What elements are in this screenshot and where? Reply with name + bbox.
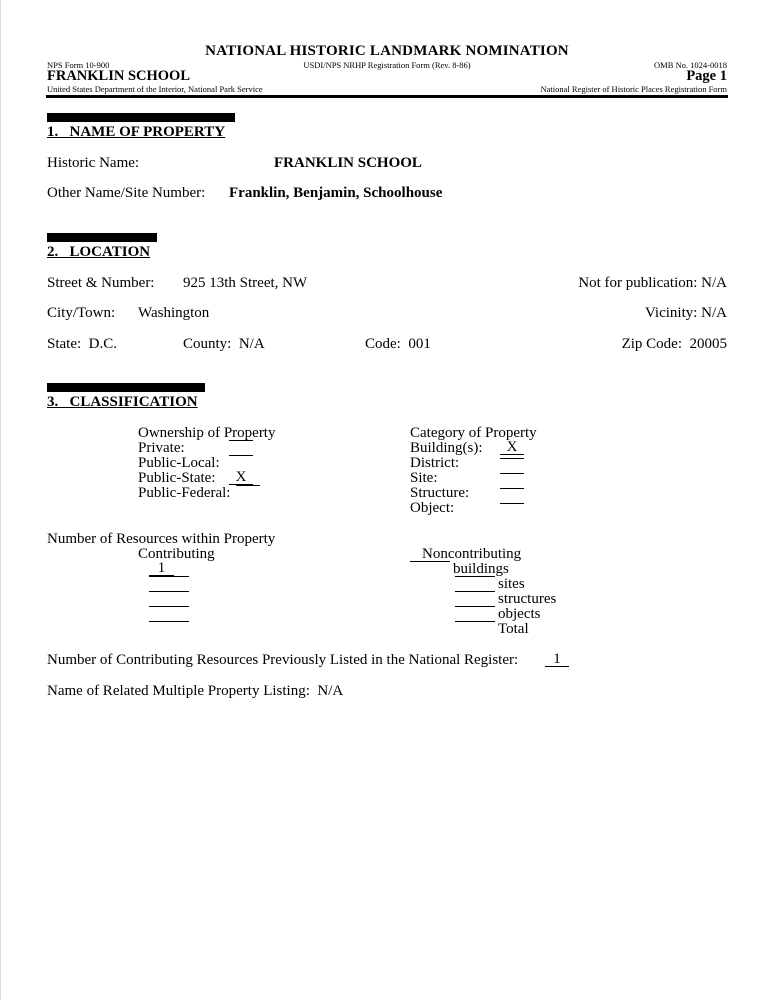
- category-object-label: Object:: [410, 500, 455, 516]
- previously-listed-value: 1: [545, 652, 569, 667]
- contributing-sites: [149, 576, 189, 577]
- category-heading: Category of Property: [410, 425, 537, 441]
- section3-bar: [47, 383, 205, 392]
- category-site-label: Site:: [410, 470, 438, 486]
- category-object-mark: [500, 503, 524, 504]
- resource-type-buildings: buildings: [453, 561, 509, 577]
- contributing-buildings: 1: [149, 561, 174, 576]
- form-title: NATIONAL HISTORIC LANDMARK NOMINATION: [205, 43, 569, 59]
- ownership-state-label: Public-State:: [138, 470, 216, 486]
- vicinity: Vicinity: N/A: [644, 305, 727, 321]
- contributing-objects: [149, 606, 189, 607]
- category-site-mark: [500, 473, 524, 474]
- ownership-state-mark: X: [229, 470, 253, 485]
- ownership-federal-label: Public-Federal:: [138, 485, 231, 501]
- resources-heading: Number of Resources within Property: [47, 531, 276, 547]
- noncontributing-structures-blank: [455, 591, 495, 592]
- city-label: City/Town:: [47, 305, 116, 321]
- category-building-mark: X: [500, 440, 524, 455]
- section3-title: 3. CLASSIFICATION: [47, 394, 198, 410]
- category-building-label: Building(s):: [410, 440, 483, 456]
- contributing-structures: [149, 591, 189, 592]
- category-district-mark: [500, 458, 524, 459]
- noncontributing-objects-blank: [455, 606, 495, 607]
- resource-type-objects: objects: [498, 606, 541, 622]
- ownership-private-label: Private:: [138, 440, 185, 456]
- street-label: Street & Number:: [47, 275, 155, 291]
- section2-bar: [47, 233, 157, 242]
- resource-type-sites: sites: [498, 576, 525, 592]
- noncontributing-buildings-blank: [410, 561, 450, 562]
- city-value: Washington: [138, 305, 210, 321]
- form-number: NPS Form 10-900: [47, 60, 110, 70]
- register-line: National Register of Historic Places Registration Form: [540, 84, 727, 94]
- ownership-local-label: Public-Local:: [138, 455, 220, 471]
- county: County: N/A: [183, 336, 265, 352]
- ownership-private-mark: [229, 440, 253, 441]
- noncontributing-total-blank: [455, 621, 495, 622]
- category-structure-label: Structure:: [410, 485, 470, 501]
- page-number: Page 1: [686, 68, 727, 84]
- not-for-publication: Not for publication: N/A: [578, 275, 727, 291]
- noncontributing-sites-blank: [455, 576, 495, 577]
- ownership-local-mark: [229, 455, 253, 456]
- section1-title: 1. NAME OF PROPERTY: [47, 124, 226, 140]
- property-header-name: FRANKLIN SCHOOL: [47, 68, 191, 84]
- category-structure-mark: [500, 488, 524, 489]
- historic-name-value: FRANKLIN SCHOOL: [274, 155, 422, 171]
- contributing-heading: Contributing: [138, 546, 215, 562]
- resource-type-total: Total: [498, 621, 529, 637]
- historic-name-label: Historic Name:: [47, 155, 140, 171]
- noncontributing-heading: Noncontributing: [422, 546, 522, 562]
- ownership-heading: Ownership of Property: [138, 425, 276, 441]
- other-name-value: Franklin, Benjamin, Schoolhouse: [229, 185, 443, 201]
- section2-title: 2. LOCATION: [47, 244, 151, 260]
- other-name-label: Other Name/Site Number:: [47, 185, 206, 201]
- department-line: United States Department of the Interior, National Park Service: [47, 84, 263, 94]
- street-value: 925 13th Street, NW: [183, 275, 308, 291]
- previously-listed-label: Number of Contributing Resources Previously Listed in the National Register:: [47, 652, 519, 668]
- header-rule: [46, 95, 728, 98]
- contributing-total: [149, 621, 189, 622]
- omb-number: OMB No. 1024-0018: [654, 60, 727, 70]
- state: State: D.C.: [47, 336, 117, 352]
- code: Code: 001: [365, 336, 431, 352]
- resource-type-structures: structures: [498, 591, 557, 607]
- related-listing: Name of Related Multiple Property Listing: N/A: [47, 683, 344, 699]
- form-name: USDI/NPS NRHP Registration Form (Rev. 8-86): [303, 60, 471, 70]
- section1-bar: [47, 113, 235, 122]
- ownership-federal-mark: [236, 485, 260, 486]
- category-district-label: District:: [410, 455, 460, 471]
- zip-code: Zip Code: 20005: [621, 336, 727, 352]
